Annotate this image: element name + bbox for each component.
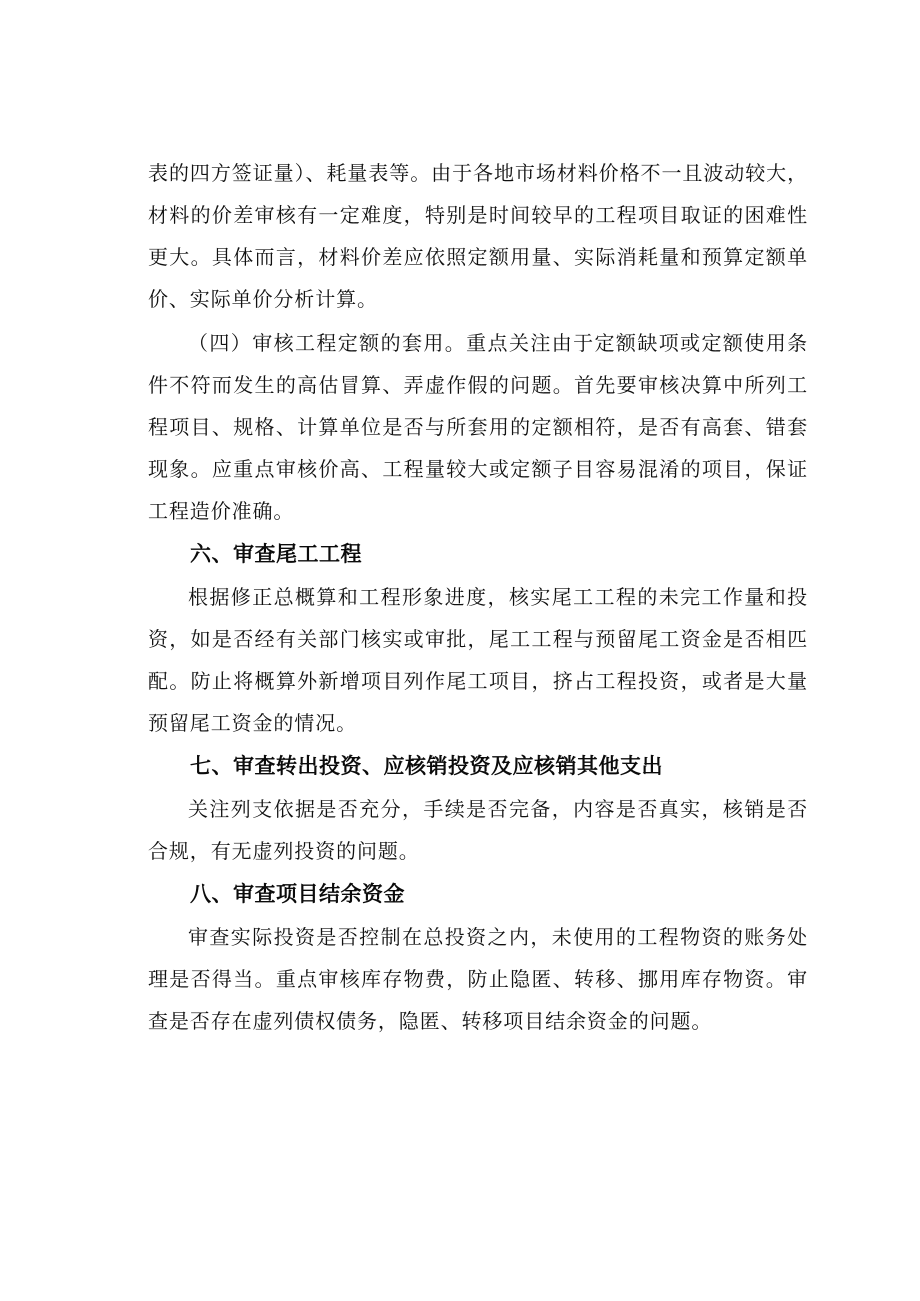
paragraph-surplus-funds: 审查实际投资是否控制在总投资之内，未使用的工程物资的账务处理是否得当。重点审核库存物费，防止隐匿、转移、挪用库存物资。审查是否存在虚列债权债务，隐匿、转移项目结余资金的问题。 bbox=[148, 925, 808, 1033]
section-heading-transfer-investment: 七、审查转出投资、应核销投资及应核销其他支出 bbox=[190, 754, 663, 778]
paragraph-tail-works: 根据修正总概算和工程形象进度，核实尾工工程的未完工作量和投资，如是否经有关部门核实或审批，尾工工程与预留尾工资金是否相匹配。防止将概算外新增项目列作尾工项目，挤占工程投资，或者是大量预留尾工资金的情况。 bbox=[148, 585, 808, 735]
document-body bbox=[148, 152, 808, 1042]
section-heading-surplus-funds: 八、审查项目结余资金 bbox=[190, 882, 405, 906]
paragraph-transfer-investment: 关注列支依据是否充分，手续是否完备，内容是否真实，核销是否合规，有无虚列投资的问题。 bbox=[148, 797, 808, 863]
paragraph-quota-application: （四）审核工程定额的套用。重点关注由于定额缺项或定额使用条件不符而发生的高估冒算、弄虚作假的问题。首先要审核决算中所列工程项目、规格、计算单位是否与所套用的定额相符，是否有高套、错套现象。应重点审核价高、工程量较大或定额子目容易混淆的项目，保证工程造价准确。 bbox=[148, 331, 808, 523]
paragraph-material-price-diff: 表的四方签证量）、耗量表等。由于各地市场材料价格不一且波动较大，材料的价差审核有一定难度，特别是时间较早的工程项目取证的困难性更大。具体而言，材料价差应依照定额用量、实际消耗量和预算定额单价、实际单价分析计算。 bbox=[148, 161, 808, 311]
section-heading-tail-works: 六、审查尾工工程 bbox=[190, 542, 362, 566]
